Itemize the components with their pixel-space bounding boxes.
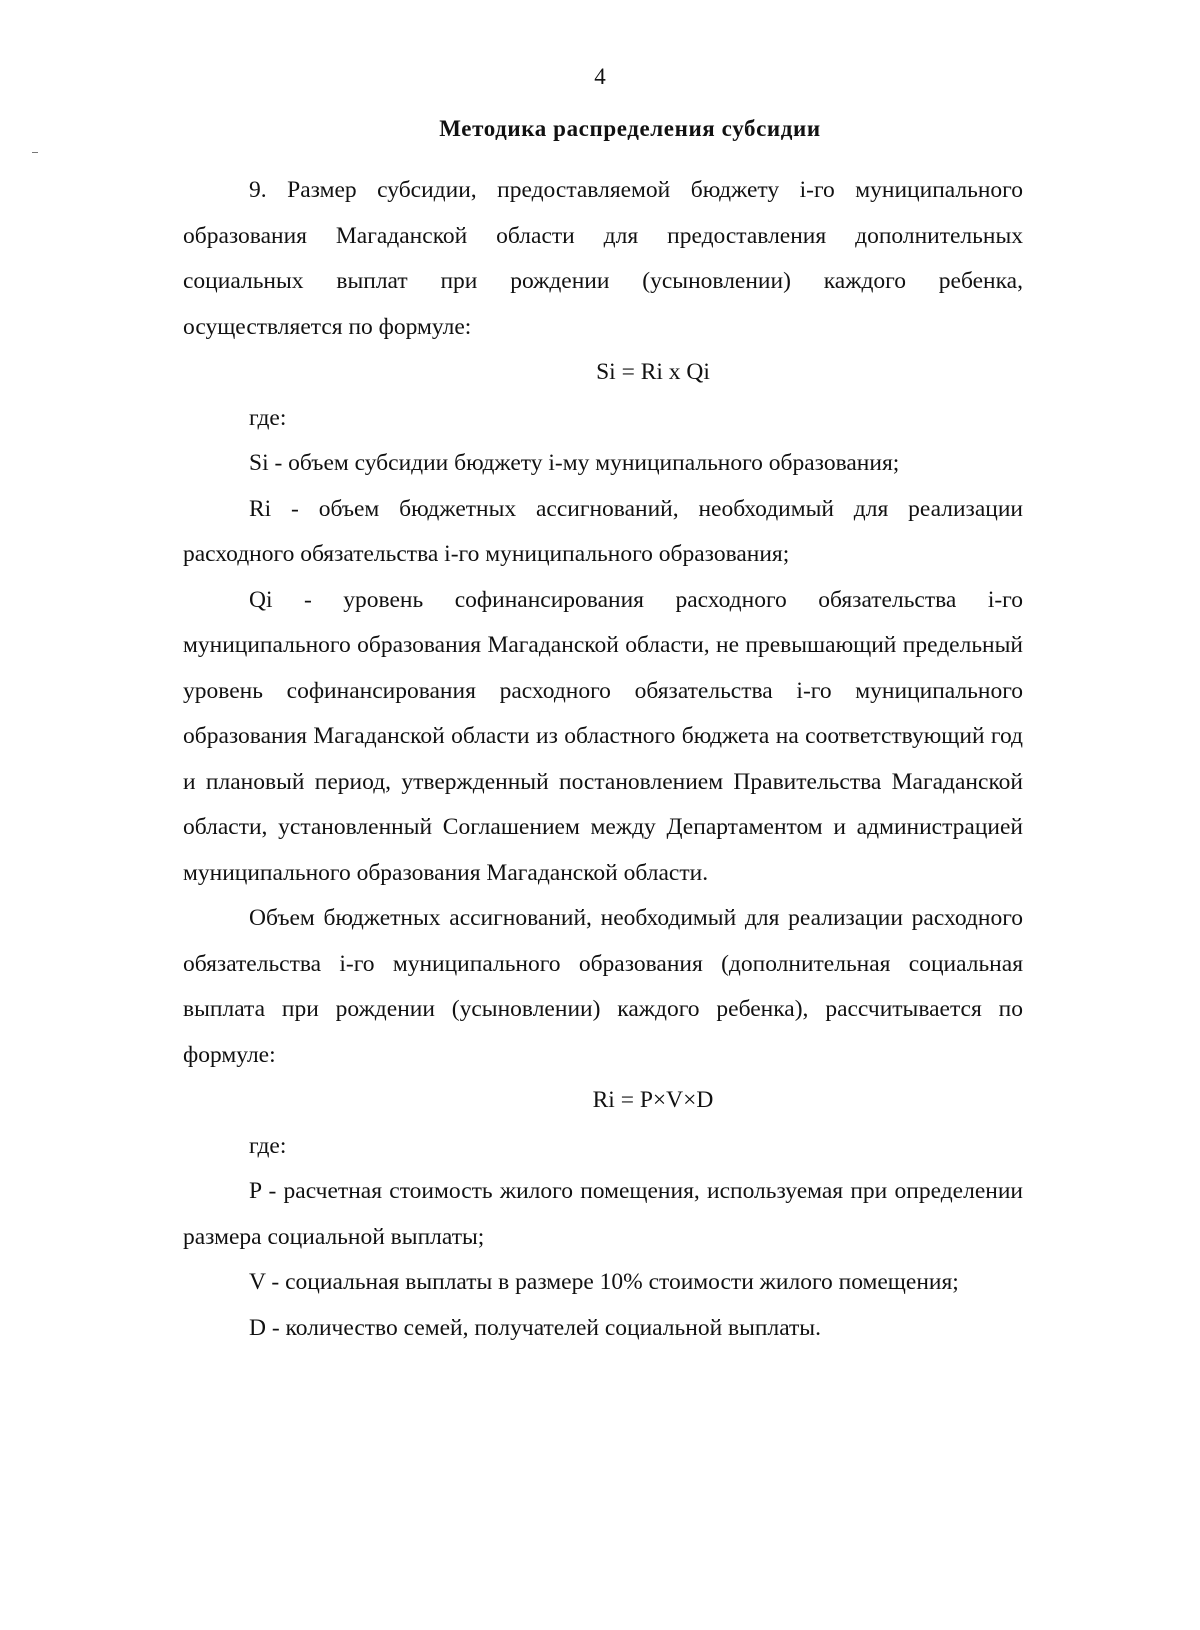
definition-p: P - расчетная стоимость жилого помещения, используемая при определении размера социальной выплаты; [183,1178,1023,1250]
definition-d: D - количество семей, получателей социальной выплаты. [249,1314,821,1341]
definition-v: V - социальная выплаты в размере 10% стоимости жилого помещения; [249,1269,959,1295]
page-number: 4 [594,64,606,89]
formula-ri: Ri = P×V×D [592,1087,714,1113]
where-label: где: [249,404,287,431]
paragraph-budget-allocations: Объем бюджетных ассигнований, необходимый для реализации расходного обязательства i-го муниципального образования (дополнительная социальная выплата при рождении (усыновлении) каждого ребенка), рассчитывается по формуле: [183,905,1023,1068]
definition-si: Si - объем субсидии бюджету i-му муниципального образования; [249,450,900,476]
formula-si: Si = Ri x Qi [596,359,710,385]
definition-qi: Qi - уровень софинансирования расходного обязательства i-го муниципального образования Магаданской области, не превышающий предельный уровень софинансирования расходного обязательства i-го муниципального образования Магаданской области из областного бюджета на соответствующий год и плановый период, утвержденный постановлением Правительства Магаданской области, установленный Соглашением между Департаментом и администрацией муниципального образования Магаданской области. [183,586,1023,886]
document-body [183,168,1023,1351]
paragraph-subsidy-size: 9. Размер субсидии, предоставляемой бюджету i-го муниципального образования Магаданской области для предоставления дополнительных социальных выплат при рождении (усыновлении) каждого ребенка, осуществляется по формуле: [183,177,1023,340]
where-label: где: [249,1132,287,1159]
margin-mark [32,152,38,153]
definition-ri: Ri - объем бюджетных ассигнований, необходимый для реализации расходного обязательства i-го муниципального образования; [183,495,1023,567]
section-heading: Методика распределения субсидии [439,116,821,141]
